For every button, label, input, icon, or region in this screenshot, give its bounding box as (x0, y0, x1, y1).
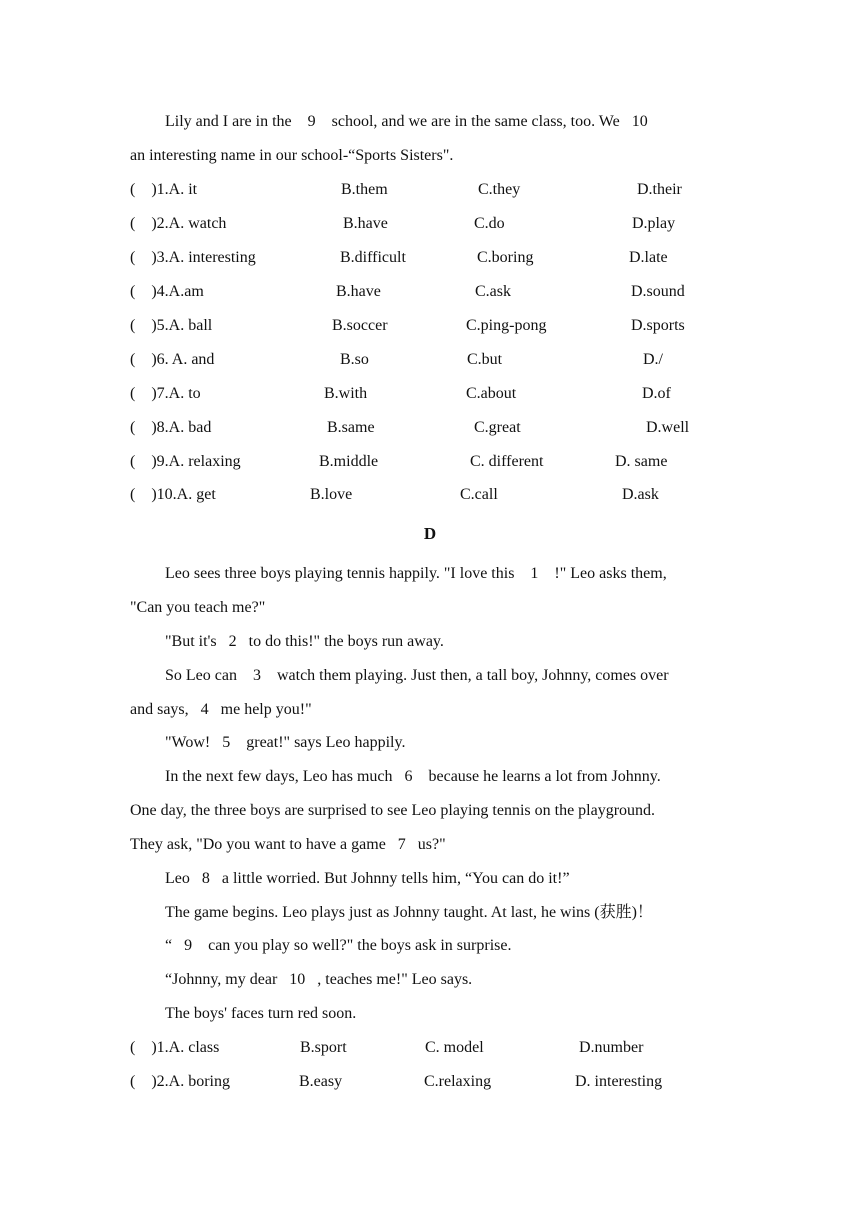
option-c: C. different (470, 453, 544, 470)
option-d: D. same (615, 453, 668, 470)
option-b: B.same (327, 419, 375, 436)
question-number-option-a: ( )2.A. watch (130, 215, 227, 232)
option-c: C.but (467, 351, 503, 368)
option-c: C.call (460, 486, 498, 503)
option-d: D.ask (622, 486, 659, 503)
option-d: D.play (632, 215, 676, 232)
question-number-option-a: ( )2.A. boring (130, 1073, 230, 1090)
question-number-option-a: ( )10.A. get (130, 486, 216, 503)
option-c: C. model (425, 1039, 484, 1056)
option-d: D.of (642, 385, 671, 402)
option-c: C.ask (475, 283, 511, 300)
passage-d-line: They ask, "Do you want to have a game 7 us?" (130, 836, 446, 853)
passage-d-line: The boys' faces turn red soon. (165, 1005, 357, 1022)
option-b: B.difficult (340, 249, 406, 266)
option-c: C.they (478, 181, 521, 198)
passage-d-line: "Can you teach me?" (130, 599, 266, 616)
passage-c-line-2: an interesting name in our school-“Sports Sisters". (130, 147, 454, 164)
question-number-option-a: ( )6. A. and (130, 351, 215, 368)
option-b: B.them (341, 181, 388, 198)
passage-c-line-1: Lily and I are in the 9 school, and we are in the same class, too. We 10 (165, 113, 648, 130)
question-number-option-a: ( )5.A. ball (130, 317, 213, 334)
option-d: D./ (643, 351, 663, 368)
passage-d-line: So Leo can 3 watch them playing. Just then, a tall boy, Johnny, comes over (165, 667, 669, 684)
option-b: B.have (343, 215, 388, 232)
option-c: C.do (474, 215, 505, 232)
passage-d-line: Leo 8 a little worried. But Johnny tells him, “You can do it!” (165, 870, 570, 887)
question-number-option-a: ( )3.A. interesting (130, 249, 256, 266)
option-b: B.easy (299, 1073, 343, 1090)
option-b: B.have (336, 283, 381, 300)
option-d: D.late (629, 249, 668, 266)
passage-d-line: and says, 4 me help you!" (130, 701, 312, 718)
option-c: C.relaxing (424, 1073, 492, 1090)
option-c: C.about (466, 385, 517, 402)
option-b: B.love (310, 486, 353, 503)
option-d: D.sports (631, 317, 685, 334)
passage-d-line: "Wow! 5 great!" says Leo happily. (165, 734, 406, 751)
passage-d-line: The game begins. Leo plays just as Johnny taught. At last, he wins (获胜)！ (165, 904, 653, 921)
passage-d-line: In the next few days, Leo has much 6 because he learns a lot from Johnny. (165, 768, 661, 785)
question-number-option-a: ( )4.A.am (130, 283, 204, 300)
passage-d-line: “ 9 can you play so well?" the boys ask in surprise. (165, 937, 512, 954)
passage-d-line: "But it's 2 to do this!" the boys run away. (165, 633, 444, 650)
option-c: C.ping-pong (466, 317, 547, 334)
option-c: C.boring (477, 249, 534, 266)
question-number-option-a: ( )9.A. relaxing (130, 453, 241, 470)
passage-d-line: One day, the three boys are surprised to see Leo playing tennis on the playground. (130, 802, 656, 819)
passage-d-line: Leo sees three boys playing tennis happily. "I love this 1 !" Leo asks them, (165, 565, 667, 582)
option-d: D. interesting (575, 1073, 663, 1090)
question-number-option-a: ( )1.A. it (130, 181, 198, 198)
question-number-option-a: ( )7.A. to (130, 385, 201, 402)
option-d: D.well (646, 419, 690, 436)
option-d: D.number (579, 1039, 644, 1056)
option-c: C.great (474, 419, 521, 436)
option-d: D.their (637, 181, 682, 198)
question-number-option-a: ( )8.A. bad (130, 419, 212, 436)
option-b: B.soccer (332, 317, 388, 334)
option-b: B.middle (319, 453, 379, 470)
section-d-title: D (423, 524, 437, 543)
option-b: B.sport (300, 1039, 347, 1056)
question-number-option-a: ( )1.A. class (130, 1039, 220, 1056)
option-b: B.so (340, 351, 369, 368)
passage-d-line: “Johnny, my dear 10 , teaches me!" Leo says. (165, 971, 473, 988)
option-d: D.sound (631, 283, 685, 300)
option-b: B.with (324, 385, 368, 402)
